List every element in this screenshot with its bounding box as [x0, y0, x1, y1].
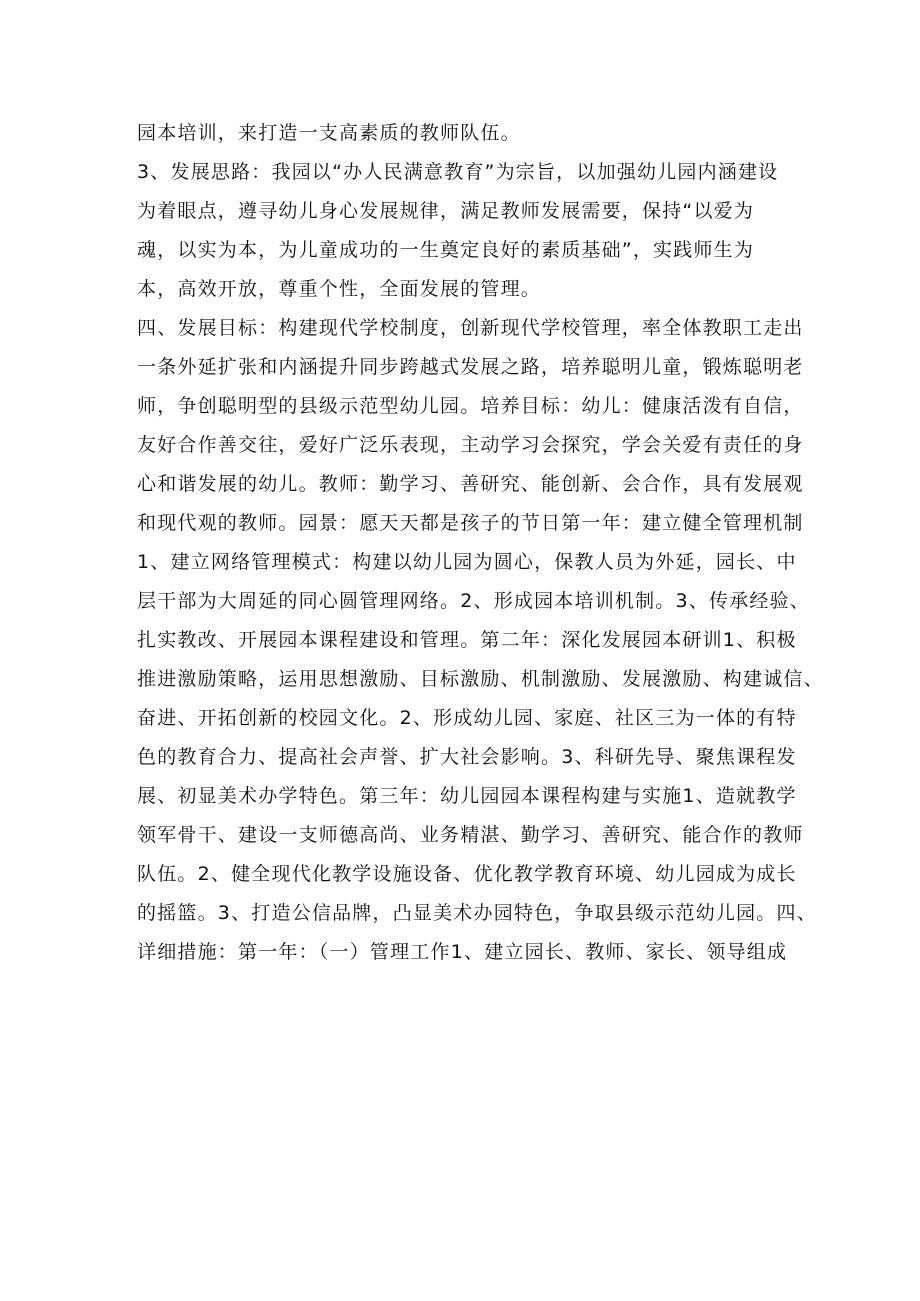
text-line: 1、建立网络管理模式：构建以幼儿园为圆心，保教人员为外延，园长、中: [137, 551, 797, 573]
text-line: 队伍。2、健全现代化教学设施设备、优化教学教育环境、幼儿园成为成长: [137, 863, 797, 885]
text-line: 魂，以实为本，为儿童成功的一生奠定良好的素质基础”，实践师生为: [137, 239, 755, 261]
text-line: 师，争创聪明型的县级示范型幼儿园。培养目标：幼儿：健康活泼有自信，: [137, 395, 804, 417]
text-line: 领军骨干、建设一支师德高尚、业务精湛、勤学习、善研究、能合作的教师: [137, 824, 804, 846]
text-line: 心和谐发展的幼儿。教师：勤学习、善研究、能创新、会合作，具有发展观: [137, 473, 804, 495]
text-line: 为着眼点，遵寻幼儿身心发展规律，满足教师发展需要，保持“以爱为: [137, 200, 755, 222]
text-line: 详细措施：第一年：（一）管理工作1、建立园长、教师、家长、领导组成: [137, 941, 788, 963]
text-line: 一条外延扩张和内涵提升同步跨越式发展之路，培养聪明儿童，锻炼聪明老: [137, 356, 804, 378]
text-line: 扎实教改、开展园本课程建设和管理。第二年：深化发展园本研训1、积极: [137, 629, 797, 651]
text-line: 推进激励策略，运用思想激励、目标激励、机制激励、发展激励、构建诚信、: [137, 668, 824, 690]
text-line: 园本培训，来打造一支高素质的教师队伍。: [137, 122, 521, 144]
text-line: 本，高效开放，尊重个性，全面发展的管理。: [137, 278, 542, 300]
text-line: 色的教育合力、提高社会声誉、扩大社会影响。3、科研先导、聚焦课程发: [137, 746, 797, 768]
text-line: 展、初显美术办学特色。第三年：幼儿园园本课程构建与实施1、造就教学: [137, 785, 797, 807]
body-text: [137, 114, 837, 972]
text-line: 的摇篮。3、打造公信品牌，凸显美术办园特色，争取县级示范幼儿园。四、: [137, 902, 817, 924]
text-line: 和现代观的教师。园景：愿天天都是孩子的节日第一年：建立健全管理机制: [137, 512, 804, 534]
text-line: 3、发展思路：我园以“办人民满意教育”为宗旨，以加强幼儿园内涵建设: [137, 161, 779, 183]
text-line: 友好合作善交往，爱好广泛乐表现，主动学习会探究，学会关爱有责任的身: [137, 434, 804, 456]
text-line: 奋进、开拓创新的校园文化。2、形成幼儿园、家庭、社区三为一体的有特: [137, 707, 797, 729]
text-line: 四、发展目标：构建现代学校制度，创新现代学校管理，率全体教职工走出: [137, 317, 804, 339]
text-line: 层干部为大周延的同心圆管理网络。2、形成园本培训机制。3、传承经验、: [137, 590, 810, 612]
